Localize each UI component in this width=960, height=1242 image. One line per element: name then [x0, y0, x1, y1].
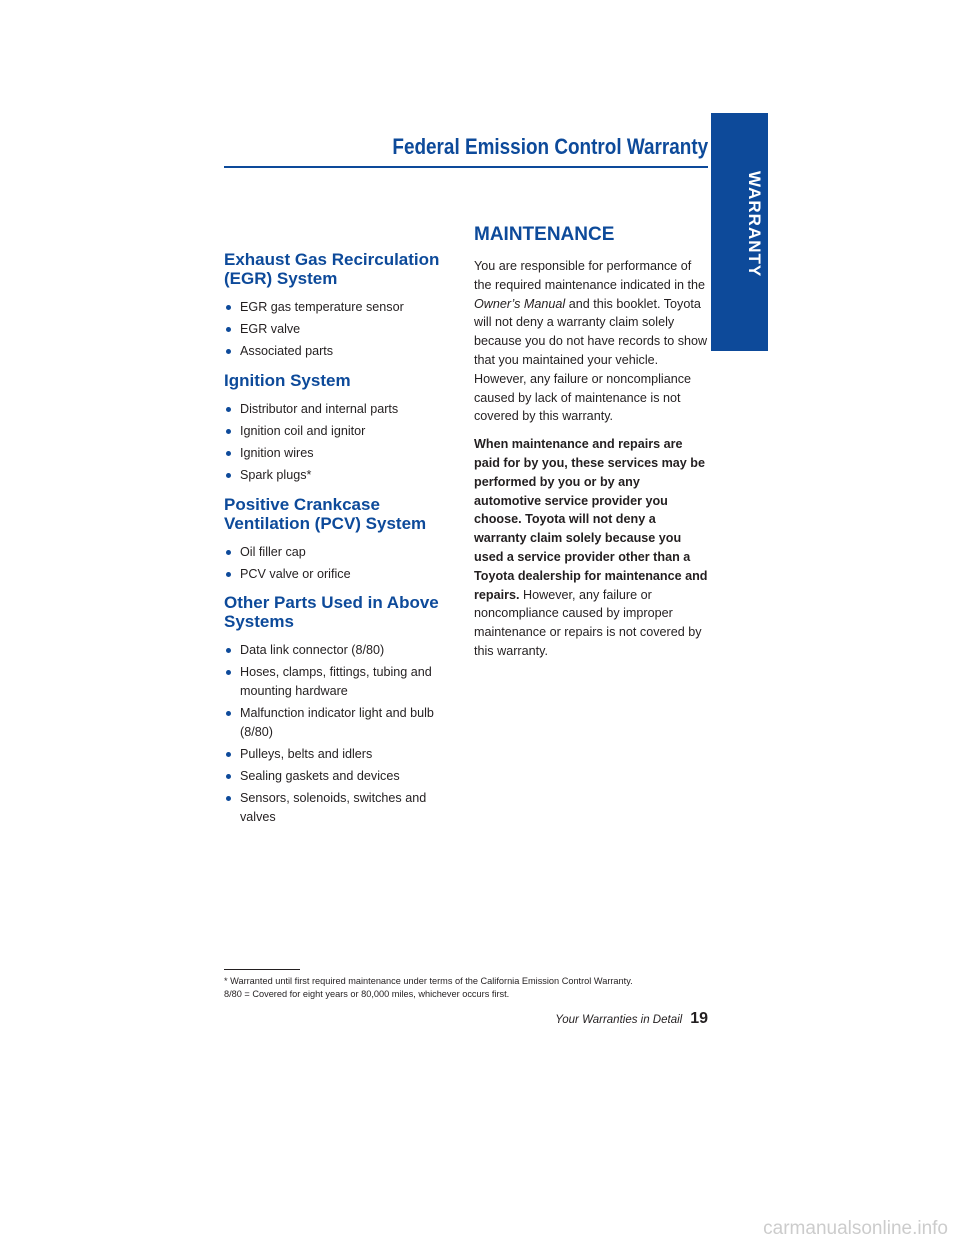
- list-item: Distributor and internal parts: [224, 400, 450, 419]
- section-tab-label: WARRANTY: [745, 171, 764, 278]
- pcv-section: [224, 495, 450, 584]
- egr-heading: Exhaust Gas Recirculation (EGR) System: [224, 250, 440, 288]
- maintenance-column: [474, 223, 708, 661]
- list-item: PCV valve or orifice: [224, 565, 450, 584]
- page-number: 19: [690, 1010, 708, 1027]
- list-item: Data link connector (8/80): [224, 641, 450, 660]
- footnote-asterisk: * Warranted until first required maintenance under terms of the California Emission Control Warranty.: [224, 976, 633, 986]
- footer-title: Your Warranties in Detail: [555, 1014, 683, 1026]
- list-item: Ignition wires: [224, 444, 450, 463]
- ignition-list: [224, 400, 450, 485]
- list-item: Spark plugs*: [224, 466, 450, 485]
- list-item: Oil filler cap: [224, 543, 450, 562]
- owners-manual-title: Owner’s Manual: [474, 296, 566, 311]
- maintenance-text: You are responsible for performance of the required maintenance indicated in the: [474, 259, 706, 292]
- other-parts-list: [224, 641, 450, 826]
- footnotes: [224, 975, 714, 1001]
- list-item: EGR gas temperature sensor: [224, 298, 450, 317]
- list-item: Pulleys, belts and idlers: [224, 745, 450, 764]
- maintenance-text: and this booklet. Toyota will not deny a warranty claim solely because you do not have records to show that you maintained your vehicle. However, any failure or noncompliance caused by lack of maintenance is not covered by this warranty.: [474, 296, 708, 424]
- parts-column: [224, 250, 450, 830]
- pcv-list: [224, 543, 450, 584]
- footnote-8-80: 8/80 = Covered for eight years or 80,000 miles, whichever occurs first.: [224, 989, 510, 999]
- egr-list: [224, 298, 450, 361]
- maintenance-emphasis: When maintenance and repairs are paid for by you, these services may be performed by you or by any automotive service provider you choose. Toyota will not deny a warranty claim solely because you used a service provider other than a Toyota dealership for maintenance and repairs.: [474, 437, 708, 602]
- other-parts-heading: Other Parts Used in Above Systems: [224, 593, 439, 632]
- list-item: EGR valve: [224, 320, 450, 339]
- watermark: carmanualsonline.info: [763, 1218, 948, 1239]
- maintenance-paragraph-2: [474, 435, 708, 661]
- list-item: Hoses, clamps, fittings, tubing and mounting hardware: [224, 663, 450, 700]
- maintenance-text: However, any failure or noncompliance caused by improper maintenance or repairs is not covered by this warranty.: [474, 587, 702, 658]
- ignition-section: [224, 371, 450, 485]
- title-divider: [224, 166, 708, 168]
- footnote-divider: [224, 969, 300, 970]
- other-parts-section: [224, 593, 450, 826]
- page-title: Federal Emission Control Warranty: [392, 134, 708, 159]
- page-footer: [555, 1010, 708, 1028]
- list-item: Sealing gaskets and devices: [224, 767, 450, 786]
- maintenance-paragraph-1: [474, 257, 708, 426]
- list-item: Malfunction indicator light and bulb (8/80): [224, 704, 450, 741]
- maintenance-heading: MAINTENANCE: [474, 224, 615, 245]
- pcv-heading: Positive Crankcase Ventilation (PCV) System: [224, 494, 427, 533]
- list-item: Sensors, solenoids, switches and valves: [224, 789, 450, 826]
- list-item: Associated parts: [224, 342, 450, 361]
- list-item: Ignition coil and ignitor: [224, 422, 450, 441]
- egr-section: [224, 250, 450, 361]
- ignition-heading: Ignition System: [224, 370, 351, 390]
